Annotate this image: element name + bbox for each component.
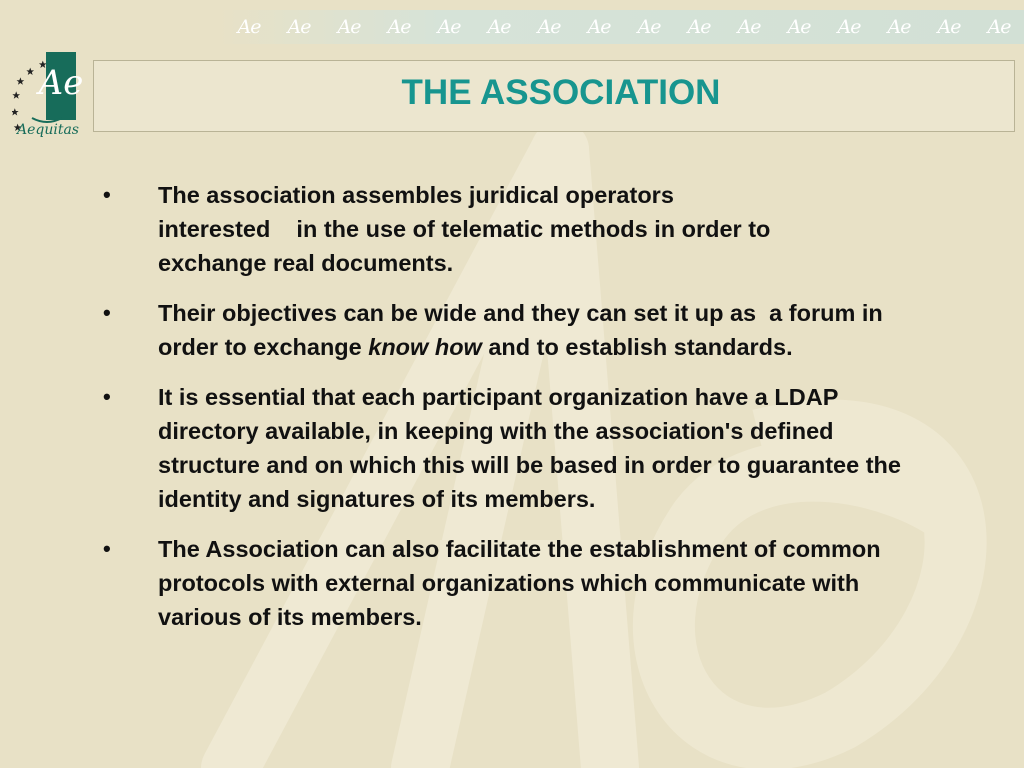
bullet-list	[103, 178, 923, 650]
list-item	[103, 380, 923, 516]
banner-ae-mark: Ae	[437, 16, 461, 38]
list-item	[103, 532, 923, 634]
banner-ae-mark: Ae	[837, 16, 861, 38]
banner-ae-mark: Ae	[287, 16, 311, 38]
bullet-text-line: The association assembles juridical operators	[158, 182, 674, 208]
banner-ae-mark: Ae	[487, 16, 511, 38]
bullet-text-part: Their objectives can be wide and they can set it up as a forum in order to exchange	[158, 300, 890, 360]
list-item	[103, 296, 923, 364]
logo-name: Aequitas	[16, 122, 79, 138]
banner-ae-mark: Ae	[687, 16, 711, 38]
banner-ae-mark: Ae	[237, 16, 261, 38]
title-box	[93, 60, 1015, 132]
banner-ae-mark: Ae	[887, 16, 911, 38]
bullet-text-line: interested in the use of telematic methods in order to	[158, 216, 771, 242]
logo-monogram: Ae	[38, 63, 84, 103]
bullet-marker: •	[103, 384, 111, 409]
header-banner	[216, 10, 1024, 44]
banner-ae-mark: Ae	[337, 16, 361, 38]
bullet-marker: •	[103, 300, 111, 325]
banner-ae-mark: Ae	[537, 16, 561, 38]
bullet-marker: •	[103, 536, 111, 561]
banner-ae-mark: Ae	[987, 16, 1011, 38]
banner-ae-mark: Ae	[387, 16, 411, 38]
banner-ae-mark: Ae	[637, 16, 661, 38]
bullet-text-line: exchange real documents.	[158, 250, 454, 276]
banner-ae-mark: Ae	[737, 16, 761, 38]
bullet-marker: •	[103, 182, 111, 207]
bullet-text: The Association can also facilitate the establishment of common protocols with external organizations which communicate with various of its members.	[158, 536, 881, 630]
list-item	[103, 178, 923, 280]
bullet-text	[158, 296, 918, 364]
banner-ae-mark: Ae	[937, 16, 961, 38]
bullet-text: It is essential that each participant organization have a LDAP directory available, in keeping with the association's defined structure and on which this will be based in order to guarantee the identity and signatures of its members.	[158, 384, 901, 512]
bullet-emphasis: know how	[368, 334, 482, 360]
page-title: THE ASSOCIATION	[401, 73, 721, 112]
banner-ae-mark: Ae	[587, 16, 611, 38]
banner-ae-mark: Ae	[787, 16, 811, 38]
bullet-text-part: and to establish standards.	[481, 334, 793, 360]
